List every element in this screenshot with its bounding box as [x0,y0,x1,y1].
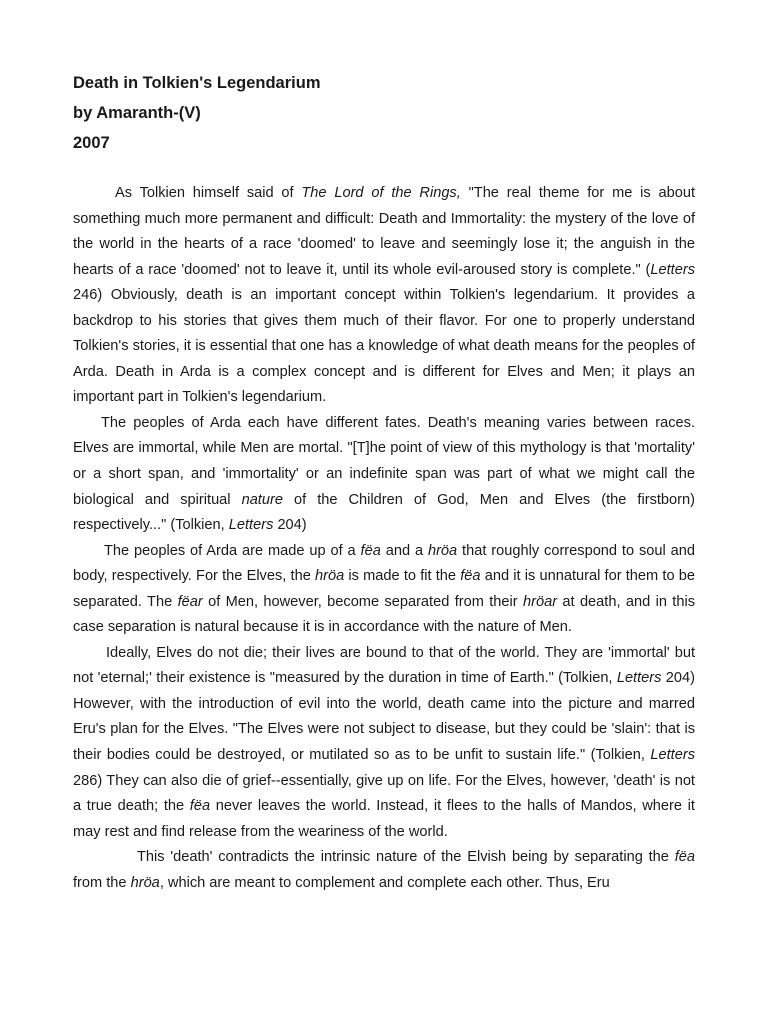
italic-text: hröa [315,568,345,585]
italic-text: fëa [189,798,211,815]
paragraph-text: This 'death' contradicts the intrinsic nature of the Elvish being by separating the [137,849,675,866]
paragraph-text: 246) Obviously, death is an important concept within Tolkien's legendarium. It provides a backdrop to his stories that gives them much of their flavor. For one to properly understand Tolkien's stories, it is essential that one has a knowledge of what death means for the peoples of Arda. Death in Arda is a complex concept and is different for Elves and Men; it plays an important part in Tolkien's legendarium. [73,287,695,406]
paragraph-text: and a [380,542,428,559]
paragraph-text: of Men, however, become separated from their [202,593,523,610]
body-paragraph [73,539,695,641]
italic-text: hröa [130,874,160,891]
italic-text: Letters [228,517,274,534]
document-header [73,68,695,158]
document-title: Death in Tolkien's Legendarium [73,74,321,92]
paragraph-text: 204) However, with the introduction of evil into the world, death came into the picture and marred Eru's plan for the Elves. "The Elves were not subject to disease, but they could be 'slain': that is their bodies could be destroyed, or mutilated so as to be unfit to sustain life." (Tolkien, [73,670,695,764]
paragraph-text: at death, and in this case separation is natural because it is in accordance with the nature of Men. [73,593,695,636]
body-paragraph [73,845,695,896]
paragraph-text: The peoples of Arda each have different fates. Death's meaning varies between races. Elves are immortal, while Men are mortal. "[T]he point of view of this mythology is that 'mortality' or a short span, and 'immortality' or an indefinite span was part of what we might call the biological and spiritual [73,414,695,508]
italic-text: fëa [674,849,695,866]
paragraph-text: of the Children of God, Men and Elves (the firstborn) respectively..." (Tolkien, [73,491,696,534]
body-paragraph [73,641,695,845]
body-paragraph [73,411,695,539]
paragraph-text: is made to fit the [344,568,461,585]
paragraph-text: from the [73,874,131,891]
italic-text: fëa [460,568,481,585]
paragraph-text: 286) They can also die of grief--essentially, give up on life. For the Elves, however, 'death' is not a true death; the [73,772,695,815]
paragraph-text: that roughly correspond to soul and body, respectively. For the Elves, the [73,542,695,585]
paragraph-text: The peoples of Arda are made up of a [104,542,361,559]
italic-text: hröa [427,542,458,559]
italic-text: Letters [650,747,695,764]
italic-text: Letters [650,261,695,278]
document-year: 2007 [73,134,110,152]
document-byline: by Amaranth-(V) [73,104,201,122]
italic-text: nature [241,491,283,508]
paragraph-text: and it is unnatural for them to be separated. The [73,568,695,610]
italic-text: fëar [177,593,203,610]
italic-text: The Lord of the Rings, [301,185,461,201]
paragraph-text: 204) [273,517,307,534]
essay-body [73,181,695,896]
paragraph-text: never leaves the world. Instead, it flees to the halls of Mandos, where it may rest and find release from the weariness of the world. [73,798,695,840]
italic-text: fëa [360,542,381,559]
body-paragraph [73,181,695,411]
paragraph-text: , which are meant to complement and complete each other. Thus, Eru [159,874,610,891]
paragraph-text: "The real theme for me is about something much more permanent and difficult: Death and Immortality: the mystery of the love of the world in the hearts of a race 'doomed' to leave and seemingly lose it; the anguish in the hearts of a race 'doomed' not to leave it, until its whole evil-aroused story is complete." ( [73,185,696,278]
italic-text: hröar [522,593,558,610]
paragraph-text: Ideally, Elves do not die; their lives are bound to that of the world. They are 'immortal' but not 'eternal;' their existence is "measured by the duration in time of Earth." (Tolkien, [73,644,695,687]
italic-text: Letters [616,670,662,687]
paragraph-text: As Tolkien himself said of [115,185,302,201]
